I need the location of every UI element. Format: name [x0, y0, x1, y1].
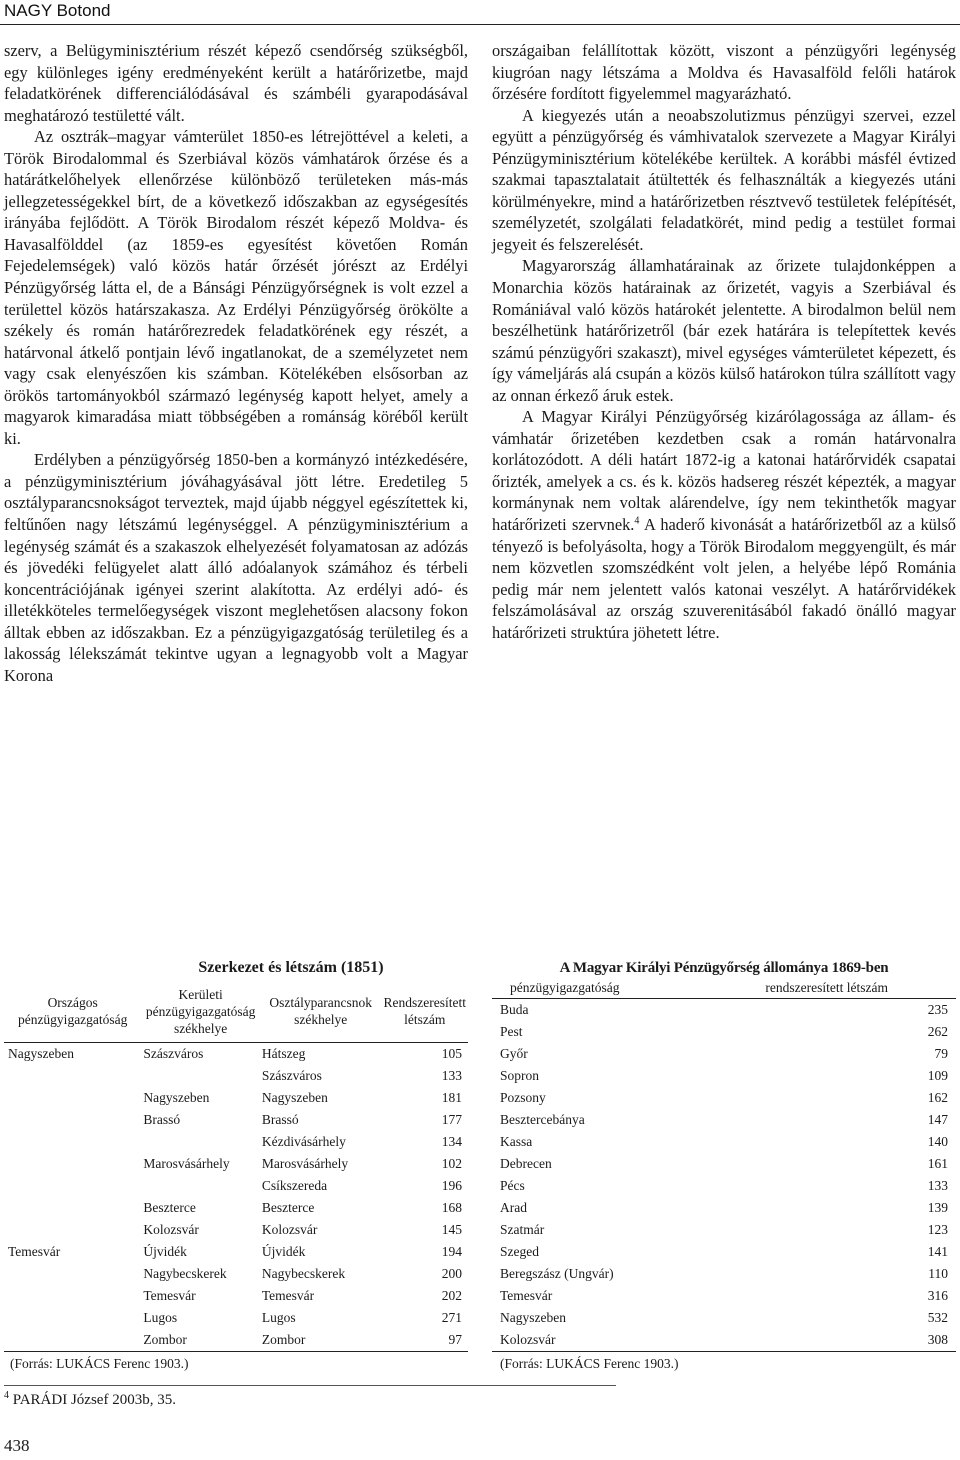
column-header: Osztályparancsnok székhelye: [260, 980, 382, 1043]
table-source: (Forrás: LUKÁCS Ferenc 1903.): [500, 1356, 679, 1371]
table-cell: 161: [927, 1156, 948, 1171]
table-cell: 133: [441, 1068, 462, 1083]
table-row: [492, 1043, 956, 1065]
table-row: [4, 1307, 468, 1329]
table-cell: Zombor: [141, 1329, 260, 1352]
table-cell: 145: [441, 1222, 462, 1237]
body-paragraph: szerv, a Belügyminisztérium részét képező csendőrség szükségből, egy különleges igény eredményeként került a határőrizetbe, majd feladatkörének differenciálódásával és számbéli gyarapodásával meghatározó testületté vált.: [4, 41, 468, 125]
body-paragraph: Erdélyben a pénzügyőrség 1850-ben a kormányzó intézkedésére, a pénzügyminisztérium jóváhagyásával jött létre. Eredetileg 5 osztályparancsnokságot terveztek, majd újabb néggyel egészítettek ki, feltűnően nagy létszámú legénységgel. A pénzügyminisztérium a legénység számát és a szakaszok elhelyezését folyamatosan az adózás és jövedéki felügyelet alatt álló adóalanyok számához és térbeli koncentrációjának igényei szerint alakította. Az erdélyi adó- és illetékköteles termelőegységek viszont meglehetősen alacsony fokon álltak ebben az időszakban. Ez a pénzügyigazgatóság területileg és a lakosság lélekszámát tekintve ugyan a legnagyobb volt a Magyar Korona: [4, 450, 468, 685]
table-cell: [4, 1153, 141, 1175]
body-paragraph: Magyarország államhatárainak az őrizete tulajdonképpen a Monarchia közös határainak az őrizetét, vagyis a Szerbiával és Romániával való közös határokét jelentette. A birodalmon belül nem beszélhetünk határőrizetről (bár ezek határára is telepítettek kevés számú pénzügyőri szakaszt), mivel egységes vámterületet képezett, és így vámeljárás alá csupán a közös külső határokon túlra szállított vagy az onnan érkező áruk estek.: [492, 256, 956, 405]
body-paragraph: Az osztrák–magyar vámterület 1850-es létrejöttével a keleti, a Török Birodalommal és Szerbiával közös vámhatárok őrzése és a határátkelőhelyek ellenőrzése különböző területeken más-más jellegzetességekkel bírt, de a következő időszakban az egységesítés irányába fejlődött. A Török Birodalom részét képező Moldva- és Havasalfölddel (az 1859-es egyesítést követően Román Fejedelemségek) való közös határ őrzését jórészt az Erdélyi Pénzügyőrség látta el, de a Bánsági Pénzügyőrségnek is volt ezzel a területtel közös határszakasza. Az Erdélyi Pénzügyőrség örökölte a székely és román határőrezredek feladatkörének egy részét, a határvonal átkelő pontjain lévő ingatlanokat, de a személyzetet nem vagy csak elenyészően kis számban. Kötelékében elsősorban az örökös tartományokból származó legénység kapott helyet, amely a magyarok kimaradása miatt többségében a románság köréből került ki.: [4, 127, 468, 448]
table-cell: Temesvár: [261, 1288, 315, 1303]
table-cell: 262: [927, 1024, 948, 1039]
table-row: [4, 1241, 468, 1263]
table-row: [4, 1109, 468, 1131]
structure-table-title: Szerkezet és létszám (1851): [198, 959, 384, 976]
table-cell: 308: [678, 1329, 956, 1352]
body-paragraph: országaiban felállítottak között, viszont a pénzügyőri legénység kiugróan nagy létszáma a Moldva és Havasalföld felőli határok őrzésére fordított figyelemmel magyarázható.: [492, 41, 956, 104]
table-cell: 79: [934, 1046, 948, 1061]
table-cell: Beszterce: [143, 1200, 196, 1215]
body-paragraph-text: A Magyar Királyi Pénzügyőrség kizárólagossága az állam- és vámhatár őrizetében kezdetben csak a román határvonalra korlátozódott. A déli határt 1872-ig a katonai határőrvidék csapatai őrizték, amelyek a cs. és k. közös hadsereg részét képezték, a magyar kormánynak nem voltak alárendelve, így nem tekinthetők magyar határőrizeti szervnek.: [492, 407, 956, 535]
column-header: pénzügyigazgatóság: [492, 978, 678, 999]
table-cell: Brassó: [261, 1112, 299, 1127]
table-cell: Szászváros: [143, 1046, 204, 1061]
footnote-number: 4: [4, 1390, 9, 1401]
body-paragraph-text: A haderő kivonását a határőrizetből az a külső tényező is befolyásolta, hogy a Török Birodalom meggyengült, és már nem közvetlen szomszédként volt jelen, a helyébe lépő Románia pedig már nem jelentett valós katonai veszélyt. A határőrvidékek felszámolásával az ország szuverenitásából fakadó önálló magyar határőrizeti struktúra jöhetett létre.: [492, 515, 956, 642]
table-cell: 200: [441, 1266, 462, 1281]
table-cell: Pozsony: [500, 1090, 546, 1105]
table-cell: Brassó: [143, 1112, 181, 1127]
table-cell: Kézdivásárhely: [261, 1134, 346, 1149]
table-row: [492, 1109, 956, 1131]
table-cell: 271: [441, 1310, 462, 1325]
table-row: [4, 1065, 468, 1087]
table-cell: [4, 1263, 141, 1285]
table-cell: [4, 1087, 141, 1109]
table-cell: 147: [927, 1112, 948, 1127]
table-cell: 139: [927, 1200, 948, 1215]
table-header-row: [4, 980, 468, 1043]
table-row: [4, 1153, 468, 1175]
table-cell: Kassa: [500, 1134, 533, 1149]
table-cell: 105: [441, 1046, 462, 1061]
table-cell: Beregszász (Ungvár): [500, 1266, 614, 1281]
table-cell: [4, 1131, 141, 1153]
table-row: [492, 1329, 956, 1352]
footnote-reference[interactable]: 4: [634, 515, 640, 527]
table-row: [492, 1021, 956, 1043]
structure-table: [4, 980, 468, 1352]
footnote: [4, 1390, 176, 1410]
table-cell: Kolozsvár: [143, 1222, 199, 1237]
staff-table: [492, 978, 956, 1352]
table-row: [4, 1043, 468, 1066]
table-cell: Szeged: [500, 1244, 539, 1259]
table-cell: Pécs: [500, 1178, 525, 1193]
table-cell: Temesvár: [500, 1288, 553, 1303]
column-header: Kerületi pénzügyigazgatóság székhelye: [141, 980, 260, 1043]
table-cell: Nagybecskerek: [143, 1266, 227, 1281]
table-row: [492, 1307, 956, 1329]
table-row: [492, 1285, 956, 1307]
footnote-divider: [4, 1385, 616, 1386]
table-cell: Arad: [500, 1200, 527, 1215]
body-paragraph-with-footnote: [492, 406, 956, 643]
table-cell: Újvidék: [143, 1244, 187, 1259]
table-cell: 168: [441, 1200, 462, 1215]
table-cell: Kolozsvár: [492, 1329, 678, 1352]
table-cell: Hátszeg: [261, 1046, 306, 1061]
table-cell: [4, 1219, 141, 1241]
staff-table-title: A Magyar Királyi Pénzügyőrség állománya 1869-ben: [559, 960, 889, 976]
staff-table-block: [492, 958, 956, 1374]
running-header: [0, 0, 960, 25]
table-row: [492, 1175, 956, 1197]
table-cell: 532: [927, 1310, 948, 1325]
table-cell: 140: [927, 1134, 948, 1149]
table-cell: [4, 1329, 141, 1352]
table-cell: 196: [441, 1178, 462, 1193]
table-row: [4, 1263, 468, 1285]
table-cell: Nagyszeben: [143, 1090, 210, 1105]
table-row: [492, 1197, 956, 1219]
table-row: [4, 1285, 468, 1307]
table-row: [4, 1087, 468, 1109]
table-cell: Lugos: [261, 1310, 296, 1325]
table-cell: Győr: [500, 1046, 528, 1061]
table-row: [492, 1065, 956, 1087]
table-cell: 181: [441, 1090, 462, 1105]
table-row: [492, 1087, 956, 1109]
table-row: [492, 999, 956, 1022]
table-cell: 102: [441, 1156, 462, 1171]
table-cell: Pest: [500, 1024, 523, 1039]
table-cell: 162: [927, 1090, 948, 1105]
table-row: [4, 1175, 468, 1197]
table-row: [492, 1131, 956, 1153]
table-cell: Besztercebánya: [500, 1112, 585, 1127]
table-cell: [4, 1175, 141, 1197]
table-cell: Nagyszeben: [8, 1046, 74, 1061]
table-row: [4, 1219, 468, 1241]
table-cell: Marosvásárhely: [261, 1156, 349, 1171]
right-text-column: [492, 40, 956, 643]
table-cell: Kolozsvár: [261, 1222, 318, 1237]
table-source: (Forrás: LUKÁCS Ferenc 1903.): [10, 1356, 189, 1371]
table-cell: [141, 1131, 260, 1153]
table-cell: Debrecen: [500, 1156, 552, 1171]
table-row: [4, 1329, 468, 1352]
footnote-text: PARÁDI József 2003b, 35.: [12, 1392, 176, 1408]
table-cell: Buda: [500, 1002, 529, 1017]
table-cell: Csíkszereda: [261, 1178, 328, 1193]
table-cell: 316: [927, 1288, 948, 1303]
table-cell: [4, 1197, 141, 1219]
table-cell: Lugos: [143, 1310, 178, 1325]
table-row: [4, 1131, 468, 1153]
table-cell: Szatmár: [500, 1222, 545, 1237]
table-cell: Szászváros: [261, 1068, 322, 1083]
table-cell: 141: [927, 1244, 948, 1259]
table-cell: 134: [441, 1134, 462, 1149]
table-cell: 109: [927, 1068, 948, 1083]
table-row: [492, 1219, 956, 1241]
table-cell: Temesvár: [8, 1244, 61, 1259]
table-cell: Sopron: [500, 1068, 540, 1083]
left-text-column: [4, 40, 468, 686]
table-cell: Marosvásárhely: [143, 1156, 230, 1171]
structure-table-block: [4, 958, 468, 1374]
table-cell: Beszterce: [261, 1200, 315, 1215]
table-cell: [4, 1109, 141, 1131]
table-cell: [4, 1065, 141, 1087]
column-header: rendszeresített létszám: [678, 978, 956, 999]
table-cell: Zombor: [260, 1329, 382, 1352]
table-cell: [141, 1065, 260, 1087]
table-cell: 202: [441, 1288, 462, 1303]
table-cell: 123: [927, 1222, 948, 1237]
table-cell: Nagyszeben: [500, 1310, 566, 1325]
table-cell: 177: [441, 1112, 462, 1127]
column-header: Rendszeresített létszám: [382, 980, 468, 1043]
body-paragraph: A kiegyezés után a neoabszolutizmus pénzügyi szervei, ezzel együtt a pénzügyőrség és vámhivatalok szervezete a Magyar Királyi Pénzügyminisztérium kötelékébe kerültek. A korábbi másfél évtized szakmai tapasztalatait átültették és felhasználták a kiegyezés utáni körülményekre, mind a határőrizetben résztvevő testületek felépítését, személyzetét, szolgálati feladatkörét, mind pedig a testület formai jegyeit és felszerelését.: [492, 105, 956, 254]
table-cell: [141, 1175, 260, 1197]
header-author: NAGY Botond: [4, 1, 111, 20]
table-cell: Újvidék: [261, 1244, 306, 1259]
table-row: [492, 1241, 956, 1263]
table-cell: [4, 1307, 141, 1329]
table-cell: 133: [927, 1178, 948, 1193]
column-header: Országos pénzügyigazgatóság: [4, 980, 141, 1043]
table-header-row: [492, 978, 956, 999]
table-cell: Nagyszeben: [261, 1090, 328, 1105]
table-cell: 110: [928, 1266, 948, 1281]
table-row: [492, 1263, 956, 1285]
table-cell: 194: [441, 1244, 462, 1259]
table-cell: [4, 1285, 141, 1307]
table-row: [492, 1153, 956, 1175]
table-cell: 235: [927, 1002, 948, 1017]
page-number: 438: [4, 1436, 30, 1455]
table-cell: Temesvár: [143, 1288, 196, 1303]
table-cell: Nagybecskerek: [261, 1266, 346, 1281]
table-row: [4, 1197, 468, 1219]
table-cell: 97: [382, 1329, 468, 1352]
